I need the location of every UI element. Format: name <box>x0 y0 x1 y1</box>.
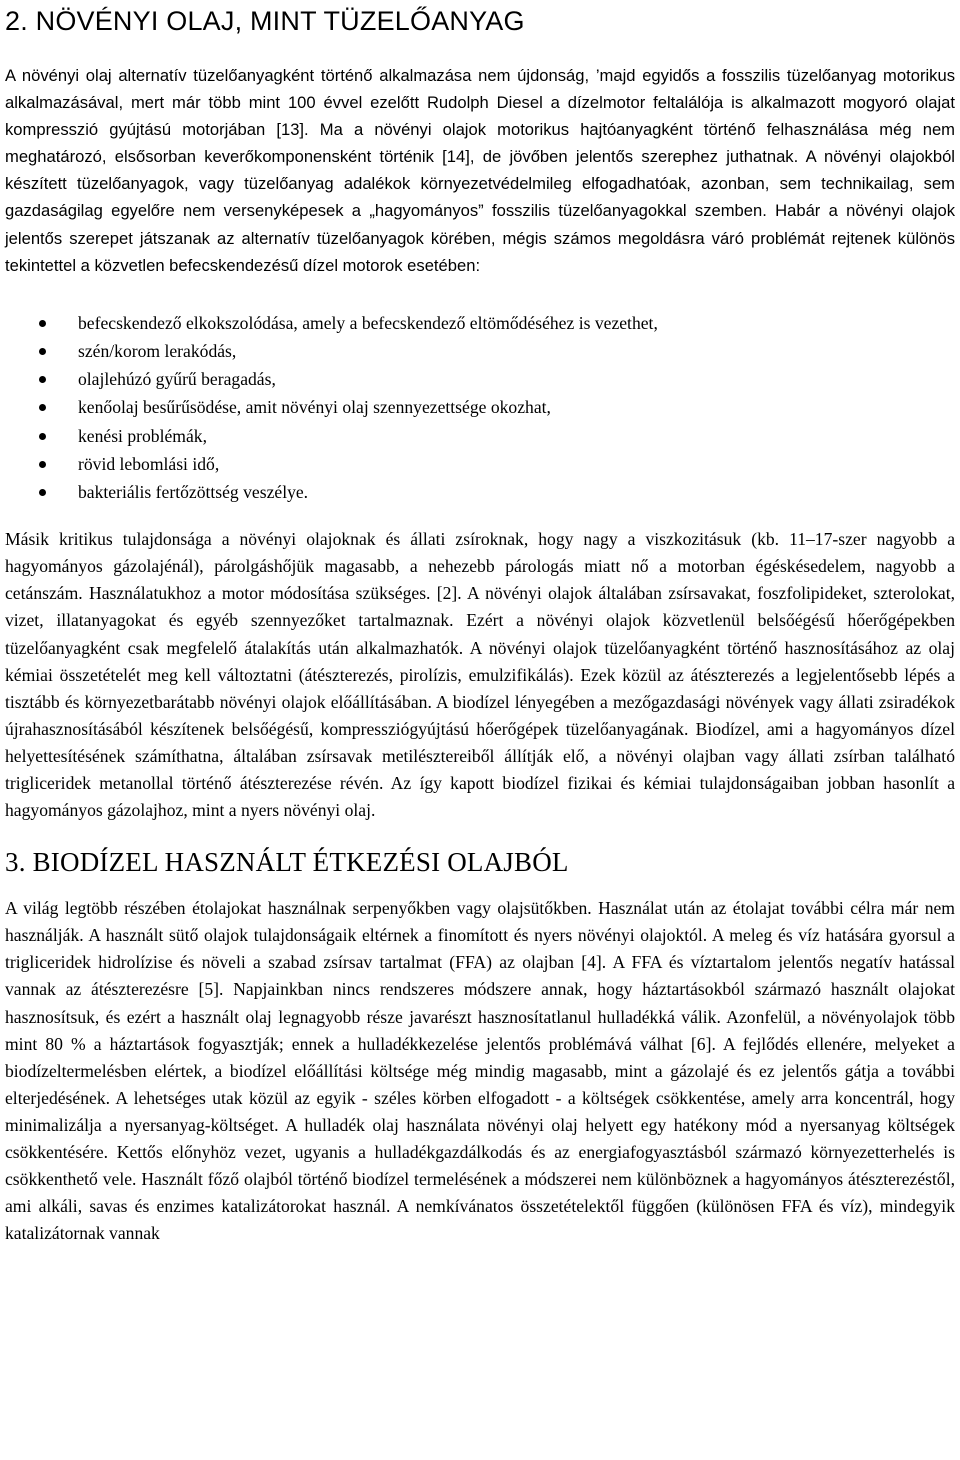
list-item-text: rövid lebomlási idő, <box>78 453 220 474</box>
section-2-paragraph-2: Másik kritikus tulajdonsága a növényi olajoknak és állati zsíroknak, hogy nagy a viszkozitásuk (kb. 11‒17-szer nagyobb a hagyományos gázolajénál), párolgáshőjük magasabb, a nehezebb párologás miatt nő a motorban égéskésedelem, nagyobb a cetánszám. Használatukhoz a motor módosítása szükséges. [2]. A növényi olajok általában zsírsavakat, foszfolipideket, szterolokat, vizet, illatanyagokat és egyéb szennyezőket tartalmaznak. Ezért a növényi olajok közvetlenül belsőégésű hőerőgépekben tüzelőanyagként csak megfelelő átalakítás után alkalmazhatók. A növényi olajok tüzelőanyagként történő hasznosításához az olaj kémiai összetételét meg kell változtatni (átészterezés, pirolízis, emulzifikálás). Ezek közül az átészterezés a legjelentősebb lépés a tisztább és környezetbarátabb növényi olajok előállításában. A biodízel lényegében a mezőgazdasági növények vagy állati zsiradékok újrahasznosításából készítenek belsőégésű, kompressziógyújtású hőerőgépek tüzelőanyagának. Biodízel, ami a hagyományos dízel helyettesítésének számíthatna, általában zsírsavak metilésztereiből állítják elő, a növényi olajban vagy állati zsírban található trigliceridek metanollal történő átészterezése révén. Az így kapott biodízel fizikai és kémiai tulajdonságaiban jobban hasonlít a hagyományos gázolajhoz, mint a nyers növényi olaj. <box>5 529 955 821</box>
bullet-icon <box>39 348 46 355</box>
list-item-text: kenési problémák, <box>78 425 207 446</box>
list-item <box>5 478 955 506</box>
list-item <box>5 365 955 393</box>
bullet-icon <box>39 320 46 327</box>
document-page <box>5 0 955 1247</box>
list-item-text: szén/korom lerakódás, <box>78 340 237 361</box>
list-item-text: bakteriális fertőzöttség veszélye. <box>78 481 309 502</box>
section-2-paragraph-1: A növényi olaj alternatív tüzelőanyagként történő alkalmazása nem újdonság, ’majd egyidős a fosszilis tüzelőanyag motorikus alkalmazásával, mert már több mint 100 évvel ezelőtt Rudolph Diesel a dízelmotor feltalálója is alkalmazott mogyoró olajat kompresszió gyújtású motorjában [13]. Ma a növényi olajok motorikus hajtóanyagként történő felhasználása még nem meghatározó, elsősorban keverőkomponensként történik [14], de jövőben jelentős szerephez juthatnak. A növényi olajokból készített tüzelőanyagok, vagy tüzelőanyag adalékok környezetvédelmileg elfogadhatóak, azonban, sem technikailag, sem gazdaságilag egyelőre nem versenyképesek a „hagyományos” fosszilis tüzelőanyagokkal szemben. Habár a növényi olajok jelentős szerepet játszanak az alternatív tüzelőanyagok körében, mégis számos megoldásra váró problémát rejtenek különös tekintettel a közvetlen befecskendezésű dízel motorok esetében: <box>5 66 955 275</box>
list-item <box>5 450 955 478</box>
list-item-text: olajlehúzó gyűrű beragadás, <box>78 369 276 390</box>
bullet-icon <box>39 461 46 468</box>
list-item-text: kenőolaj besűrűsödése, amit növényi olaj szennyezettsége okozhat, <box>78 397 551 418</box>
section-3-paragraph-1: A világ legtöbb részében étolajokat használnak serpenyőkben vagy olajsütőkben. Használat után az étolajat további célra már nem használják. A használt sütő olajok tulajdonságaik eltérnek a finomított és nyers növényi olajoktól. A meleg és víz hatására gyorsul a trigliceridek hidrolízise és növeli a szabad zsírsav tartalmat (FFA) az olajban [4]. A FFA és víztartalom jelentős negatív hatással vannak az átészterezésre [5]. Napjainkban nincs rendszeres módszere annak, hogy háztartásokból származó használt olajokat hasznosítsuk, és ezért a használt olaj legnagyobb része javarészt hasznosítatlanul hulladékká válik. Azonfelül, a növényolajok több mint 80 % a háztartások fogyasztják; ennek a hulladékkezelése jelentős problémává válhat [6]. A fejlődés ellenére, melyeket a biodízeltermelésben elértek, a biodízel előállítási költsége még mindig magasabb, mint a gázolajé és ez jelentős gátja a további elterjedésének. A lehetséges utak közül az egyik - széles körben elfogadott - a költségek csökkentése, amely arra koncentrál, hogy minimalizálja a nyersanyag-költséget. A hulladék olaj használata növényi olaj helyett egy hatékony mód a nyersanyag költségek csökkentésére. Kettős előnyhöz vezet, ugyanis a hulladékgazdálkodás és az energiafogyasztásból származó környezetterhelés is csökkenthető vele. Használt főző olajból történő biodízel termelésének a módszerei nem különböznek a hagyományos átészterezéstől, ami alkáli, savas és enzimes katalizátorokat használ. A nemkívánatos összetételektől függően (különösen FFA és víz), mindegyik katalizátornak vannak <box>5 898 955 1244</box>
bullet-icon <box>39 376 46 383</box>
list-item <box>5 337 955 365</box>
section-2-heading: 2. NÖVÉNYI OLAJ, MINT TÜZELŐANYAG <box>5 6 525 36</box>
list-item <box>5 393 955 421</box>
list-item <box>5 309 955 337</box>
list-item <box>5 422 955 450</box>
section-3-heading: 3. BIODÍZEL HASZNÁLT ÉTKEZÉSI OLAJBÓL <box>5 847 569 878</box>
bullet-icon <box>39 404 46 411</box>
bullet-icon <box>39 489 46 496</box>
engine-problems-list <box>5 309 955 506</box>
bullet-icon <box>39 433 46 440</box>
list-item-text: befecskendező elkokszolódása, amely a befecskendező eltömődéséhez is vezethet, <box>78 312 658 333</box>
